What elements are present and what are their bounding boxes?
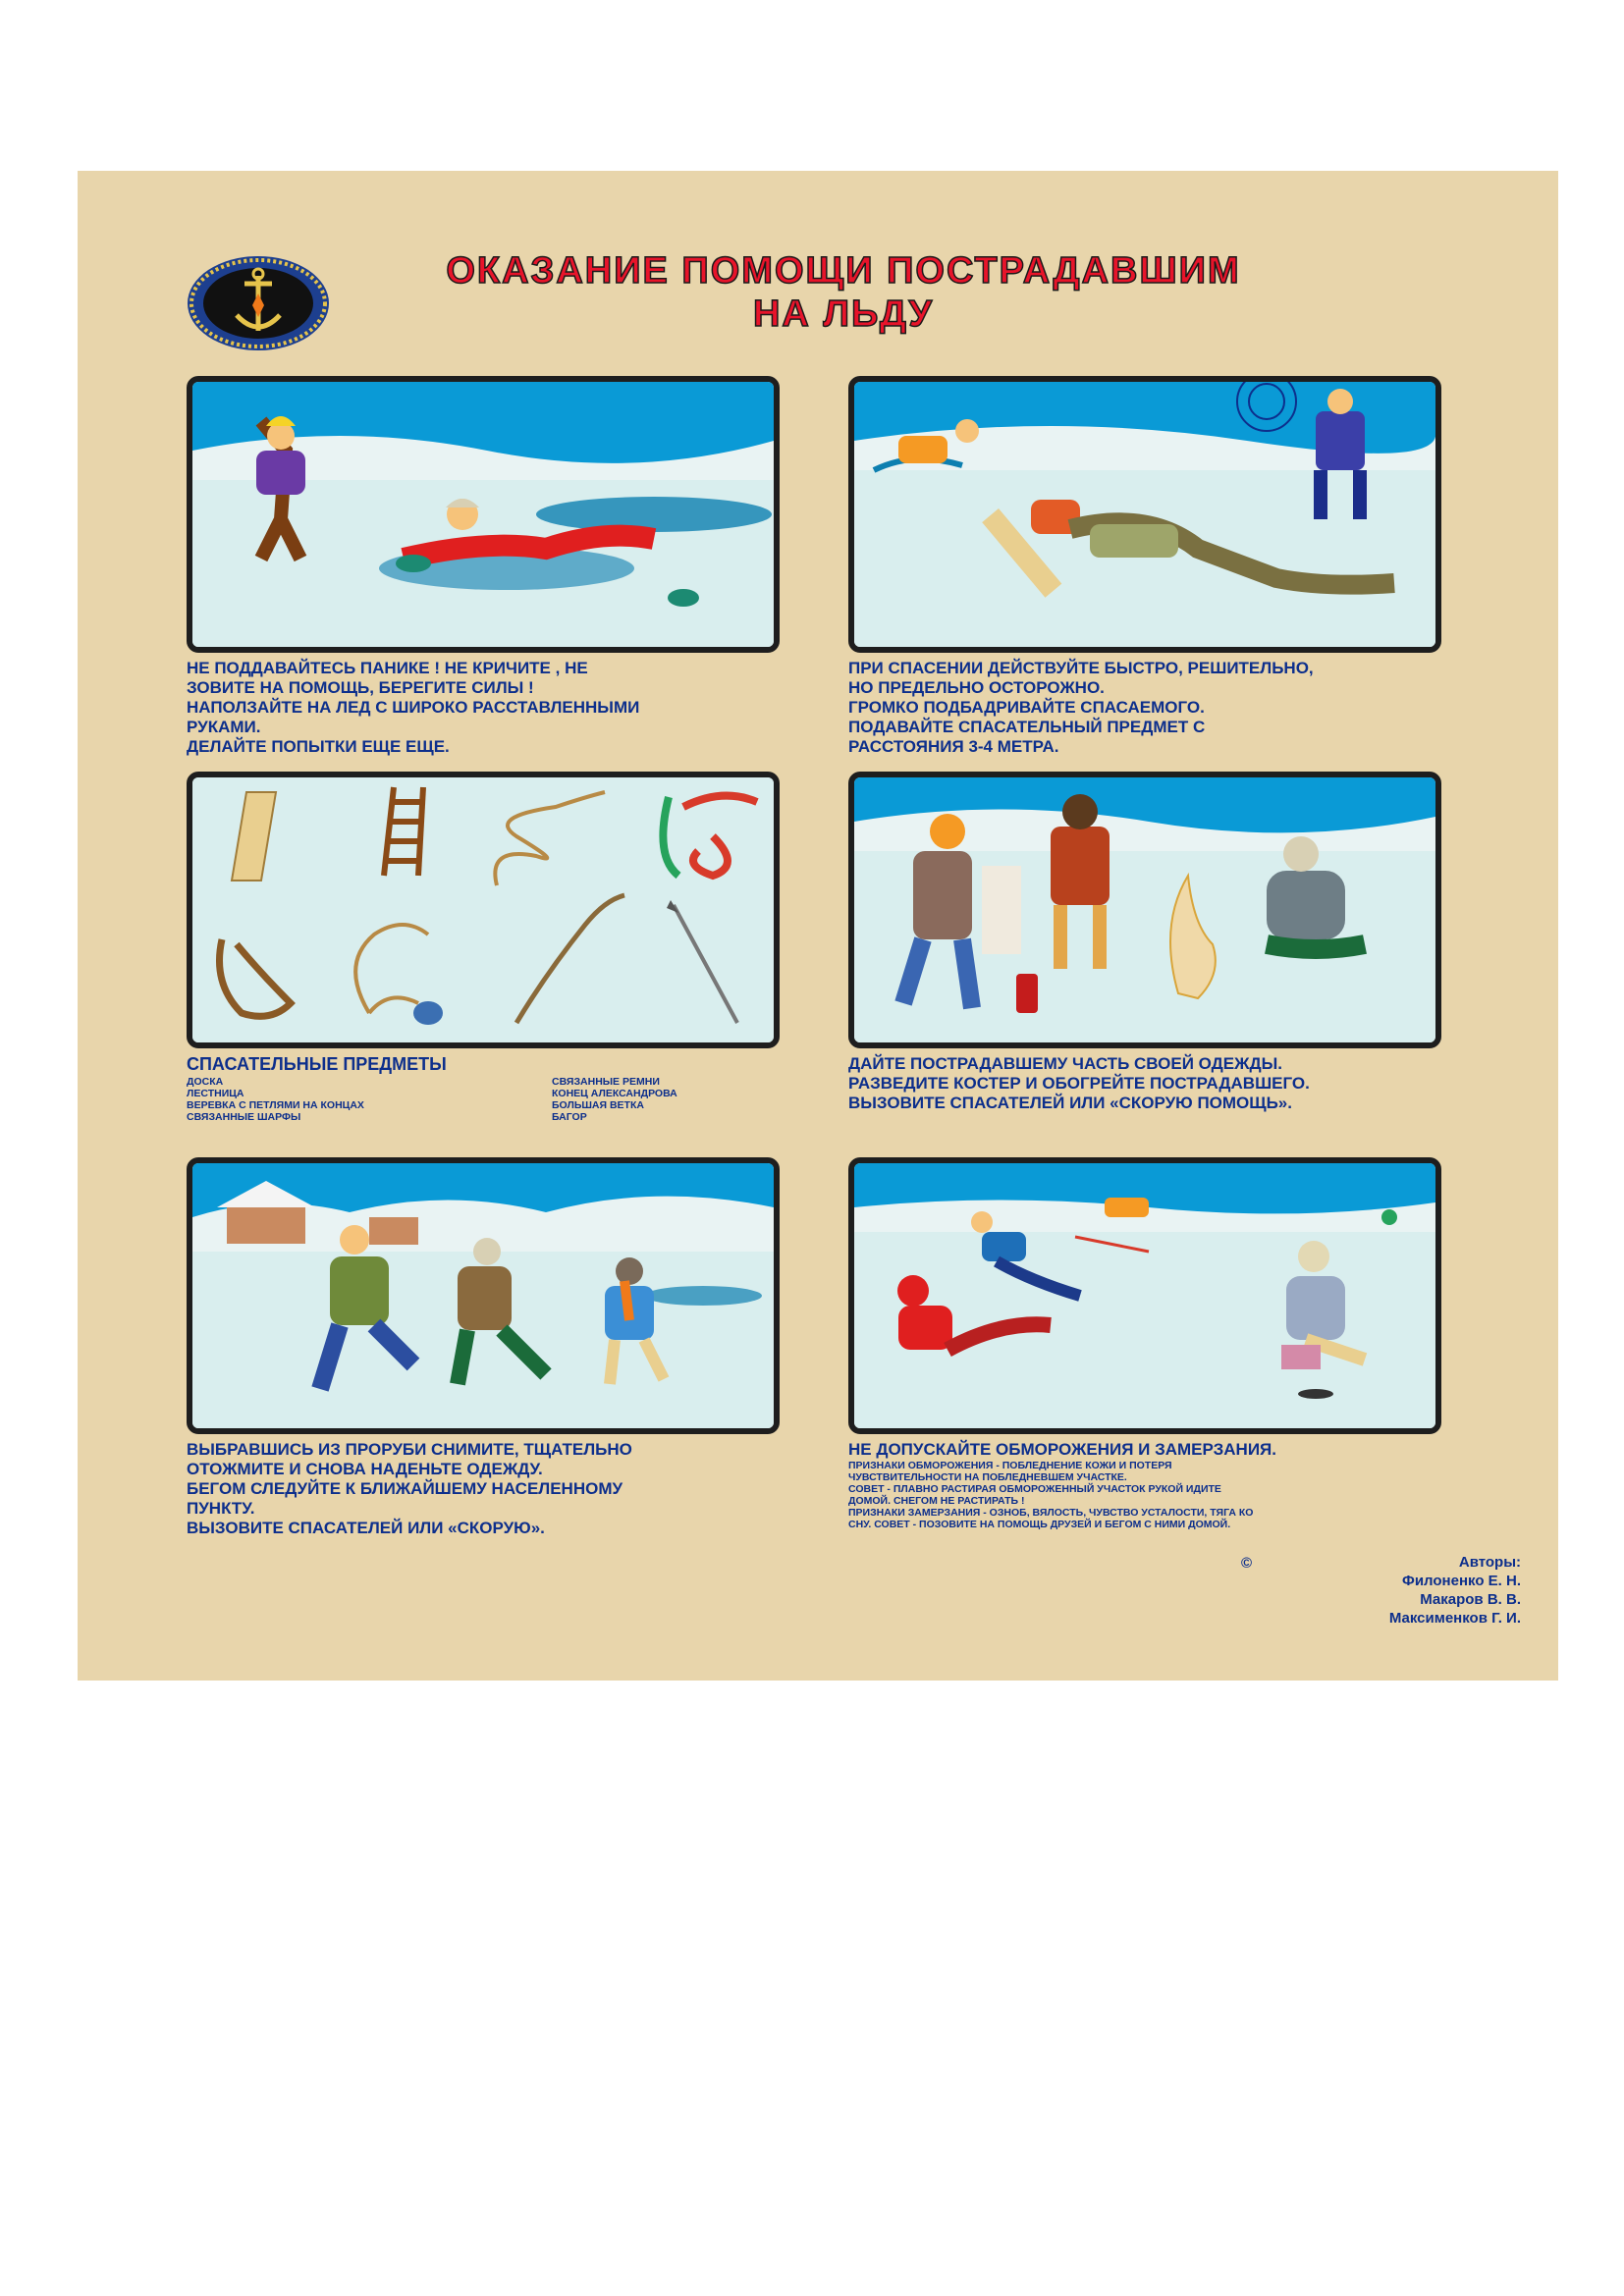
caption-1-line-4: РУКАМИ. [187, 718, 261, 736]
illustration-panel-6 [848, 1157, 1441, 1434]
title-line-2: НА ЛЬДУ [752, 294, 935, 335]
caption-6-body-line-1: ПРИЗНАКИ ОБМОРОЖЕНИЯ - ПОБЛЕДНЕНИЕ КОЖИ И ПОТЕРЯ [848, 1460, 1172, 1471]
caption-2-line-1: ПРИ СПАСЕНИИ ДЕЙСТВУЙТЕ БЫСТРО, РЕШИТЕЛЬНО, [848, 659, 1314, 677]
anchor-emblem-icon [186, 254, 331, 352]
caption-1 [187, 659, 815, 757]
copyright-symbol: © [1241, 1555, 1253, 1572]
caption-1-line-5: ДЕЛАЙТЕ ПОПЫТКИ ЕЩЕ ЕЩЕ. [187, 737, 450, 756]
caption-1-line-3: НАПОЛЗАЙТЕ НА ЛЕД С ШИРОКО РАССТАВЛЕННЫМИ [187, 698, 640, 717]
rescue-item: ВЕРЕВКА С ПЕТЛЯМИ НА КОНЦАХ [187, 1099, 364, 1111]
caption-4-line-2: РАЗВЕДИТЕ КОСТЕР И ОБОГРЕЙТЕ ПОСТРАДАВШЕГО. [848, 1074, 1310, 1093]
caption-1-line-1: НЕ ПОДДАВАЙТЕСЬ ПАНИКЕ ! НЕ КРИЧИТЕ , НЕ [187, 659, 588, 677]
illustration-panel-3 [187, 772, 780, 1048]
poster [78, 171, 1558, 1681]
author-name: Максименков Г. И. [1388, 1610, 1521, 1627]
caption-6-body-line-5: ПРИЗНАКИ ЗАМЕРЗАНИЯ - ОЗНОБ, ВЯЛОСТЬ, ЧУВСТВО УСТАЛОСТИ, ТЯГА КО [848, 1507, 1254, 1519]
caption-2-line-2: НО ПРЕДЕЛЬНО ОСТОРОЖНО. [848, 678, 1105, 697]
rescue-item: ЛЕСТНИЦА [187, 1088, 244, 1099]
caption-2-line-4: ПОДАВАЙТЕ СПАСАТЕЛЬНЫЙ ПРЕДМЕТ С [848, 718, 1206, 736]
rescue-item: КОНЕЦ АЛЕКСАНДРОВА [552, 1088, 677, 1099]
caption-2 [848, 659, 1496, 757]
caption-1-line-2: ЗОВИТЕ НА ПОМОЩЬ, БЕРЕГИТЕ СИЛЫ ! [187, 678, 534, 697]
rescue-item: СВЯЗАННЫЕ РЕМНИ [552, 1076, 660, 1088]
illustration-panel-1 [187, 376, 780, 653]
caption-5 [187, 1440, 835, 1538]
caption-6-body-line-6: СНУ. СОВЕТ - ПОЗОВИТЕ НА ПОМОЩЬ ДРУЗЕЙ И БЕГОМ С НИМИ ДОМОЙ. [848, 1519, 1231, 1530]
caption-3-heading: СПАСАТЕЛЬНЫЕ ПРЕДМЕТЫ [187, 1054, 447, 1074]
rescue-item: СВЯЗАННЫЕ ШАРФЫ [187, 1111, 301, 1123]
caption-4-line-1: ДАЙТЕ ПОСТРАДАВШЕМУ ЧАСТЬ СВОЕЙ ОДЕЖДЫ. [848, 1054, 1282, 1073]
rescue-item: ДОСКА [187, 1076, 224, 1088]
caption-5-line-2: ОТОЖМИТЕ И СНОВА НАДЕНЬТЕ ОДЕЖДУ. [187, 1460, 543, 1478]
rescue-items-column-1 [187, 1076, 540, 1123]
caption-6-body-line-4: ДОМОЙ. СНЕГОМ НЕ РАСТИРАТЬ ! [848, 1495, 1025, 1507]
caption-2-line-3: ГРОМКО ПОДБАДРИВАЙТЕ СПАСАЕМОГО. [848, 698, 1205, 717]
title-line-1: ОКАЗАНИЕ ПОМОЩИ ПОСТРАДАВШИМ [446, 250, 1241, 292]
illustration-panel-2 [848, 376, 1441, 653]
page-title [352, 249, 1334, 336]
caption-2-line-5: РАССТОЯНИЯ 3-4 МЕТРА. [848, 737, 1059, 756]
caption-5-line-4: ПУНКТУ. [187, 1499, 255, 1518]
caption-6-body-line-2: ЧУВСТВИТЕЛЬНОСТИ НА ПОБЛЕДНЕВШЕМ УЧАСТКЕ. [848, 1471, 1127, 1483]
caption-6-body-line-3: СОВЕТ - ПЛАВНО РАСТИРАЯ ОБМОРОЖЕННЫЙ УЧАСТОК РУКОЙ ИДИТЕ [848, 1483, 1221, 1495]
authors-label: Авторы: [1458, 1554, 1521, 1571]
rescue-item: БОЛЬШАЯ ВЕТКА [552, 1099, 644, 1111]
author-name: Макаров В. В. [1420, 1591, 1521, 1608]
rescue-items-column-2 [552, 1076, 807, 1123]
illustration-panel-5 [187, 1157, 780, 1434]
caption-4-line-3: ВЫЗОВИТЕ СПАСАТЕЛЕЙ ИЛИ «СКОРУЮ ПОМОЩЬ». [848, 1094, 1292, 1112]
caption-6-heading: НЕ ДОПУСКАЙТЕ ОБМОРОЖЕНИЯ И ЗАМЕРЗАНИЯ. [848, 1440, 1276, 1459]
caption-5-line-5: ВЫЗОВИТЕ СПАСАТЕЛЕЙ ИЛИ «СКОРУЮ». [187, 1519, 545, 1537]
caption-5-line-3: БЕГОМ СЛЕДУЙТЕ К БЛИЖАЙШЕМУ НАСЕЛЕННОМУ [187, 1479, 623, 1498]
authors-block [1236, 1553, 1521, 1628]
caption-3 [187, 1054, 815, 1123]
rescue-item: БАГОР [552, 1111, 587, 1123]
author-name: Филоненко Е. Н. [1402, 1573, 1521, 1589]
caption-5-line-1: ВЫБРАВШИСЬ ИЗ ПРОРУБИ СНИМИТЕ, ТЩАТЕЛЬНО [187, 1440, 632, 1459]
caption-4 [848, 1054, 1516, 1113]
caption-6 [848, 1440, 1496, 1530]
illustration-panel-4 [848, 772, 1441, 1048]
